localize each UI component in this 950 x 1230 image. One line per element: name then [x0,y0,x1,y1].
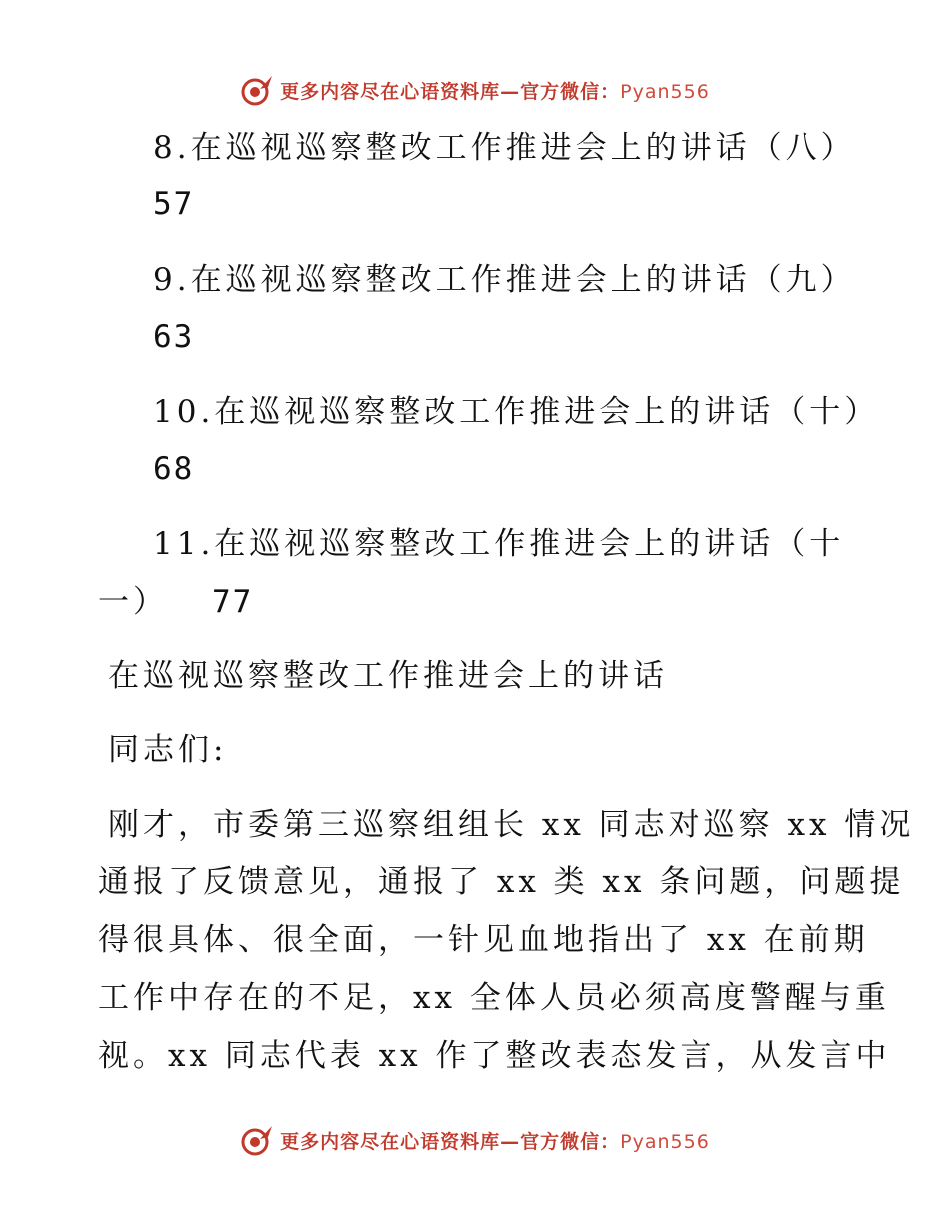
toc-entry-10-title: 10.在巡视巡察整改工作推进会上的讲话（十） [153,394,880,430]
watermark-text: 更多内容尽在心语资料库—官方微信：Pyan556 [280,1130,710,1153]
footer-watermark [0,1120,950,1160]
toc-entry-10-page: 68 [153,451,195,487]
quill-logo-icon [240,73,274,107]
toc-entry-11-page: 77 [212,584,254,620]
toc-entry-8-page: 57 [153,186,195,222]
toc-entry-11-title-continued: 一） [98,584,168,620]
header-watermark [0,70,950,110]
paragraph-line-4: 工作中存在的不足，xx 全体人员必须高度警醒与重 [98,980,890,1016]
quill-logo-icon [240,1123,274,1157]
toc-entry-9-page: 63 [153,319,195,355]
paragraph-line-5: 视。xx 同志代表 xx 作了整改表态发言，从发言中 [98,1038,891,1074]
paragraph-line-1: 刚才，市委第三巡察组组长 xx 同志对巡察 xx 情况 [108,807,915,843]
salutation: 同志们: [108,732,228,768]
toc-entry-8-title: 8.在巡视巡察整改工作推进会上的讲话（八） [153,130,856,166]
toc-entry-9-title: 9.在巡视巡察整改工作推进会上的讲话（九） [153,262,856,298]
paragraph-line-3: 得很具体、很全面，一针见血地指出了 xx 在前期 [98,922,869,958]
paragraph-line-2: 通报了反馈意见，通报了 xx 类 xx 条问题，问题提 [98,864,905,900]
watermark-text: 更多内容尽在心语资料库—官方微信：Pyan556 [280,80,710,103]
toc-entry-11-title: 11.在巡视巡察整改工作推进会上的讲话（十 [153,526,845,562]
speech-heading: 在巡视巡察整改工作推进会上的讲话 [108,658,668,694]
